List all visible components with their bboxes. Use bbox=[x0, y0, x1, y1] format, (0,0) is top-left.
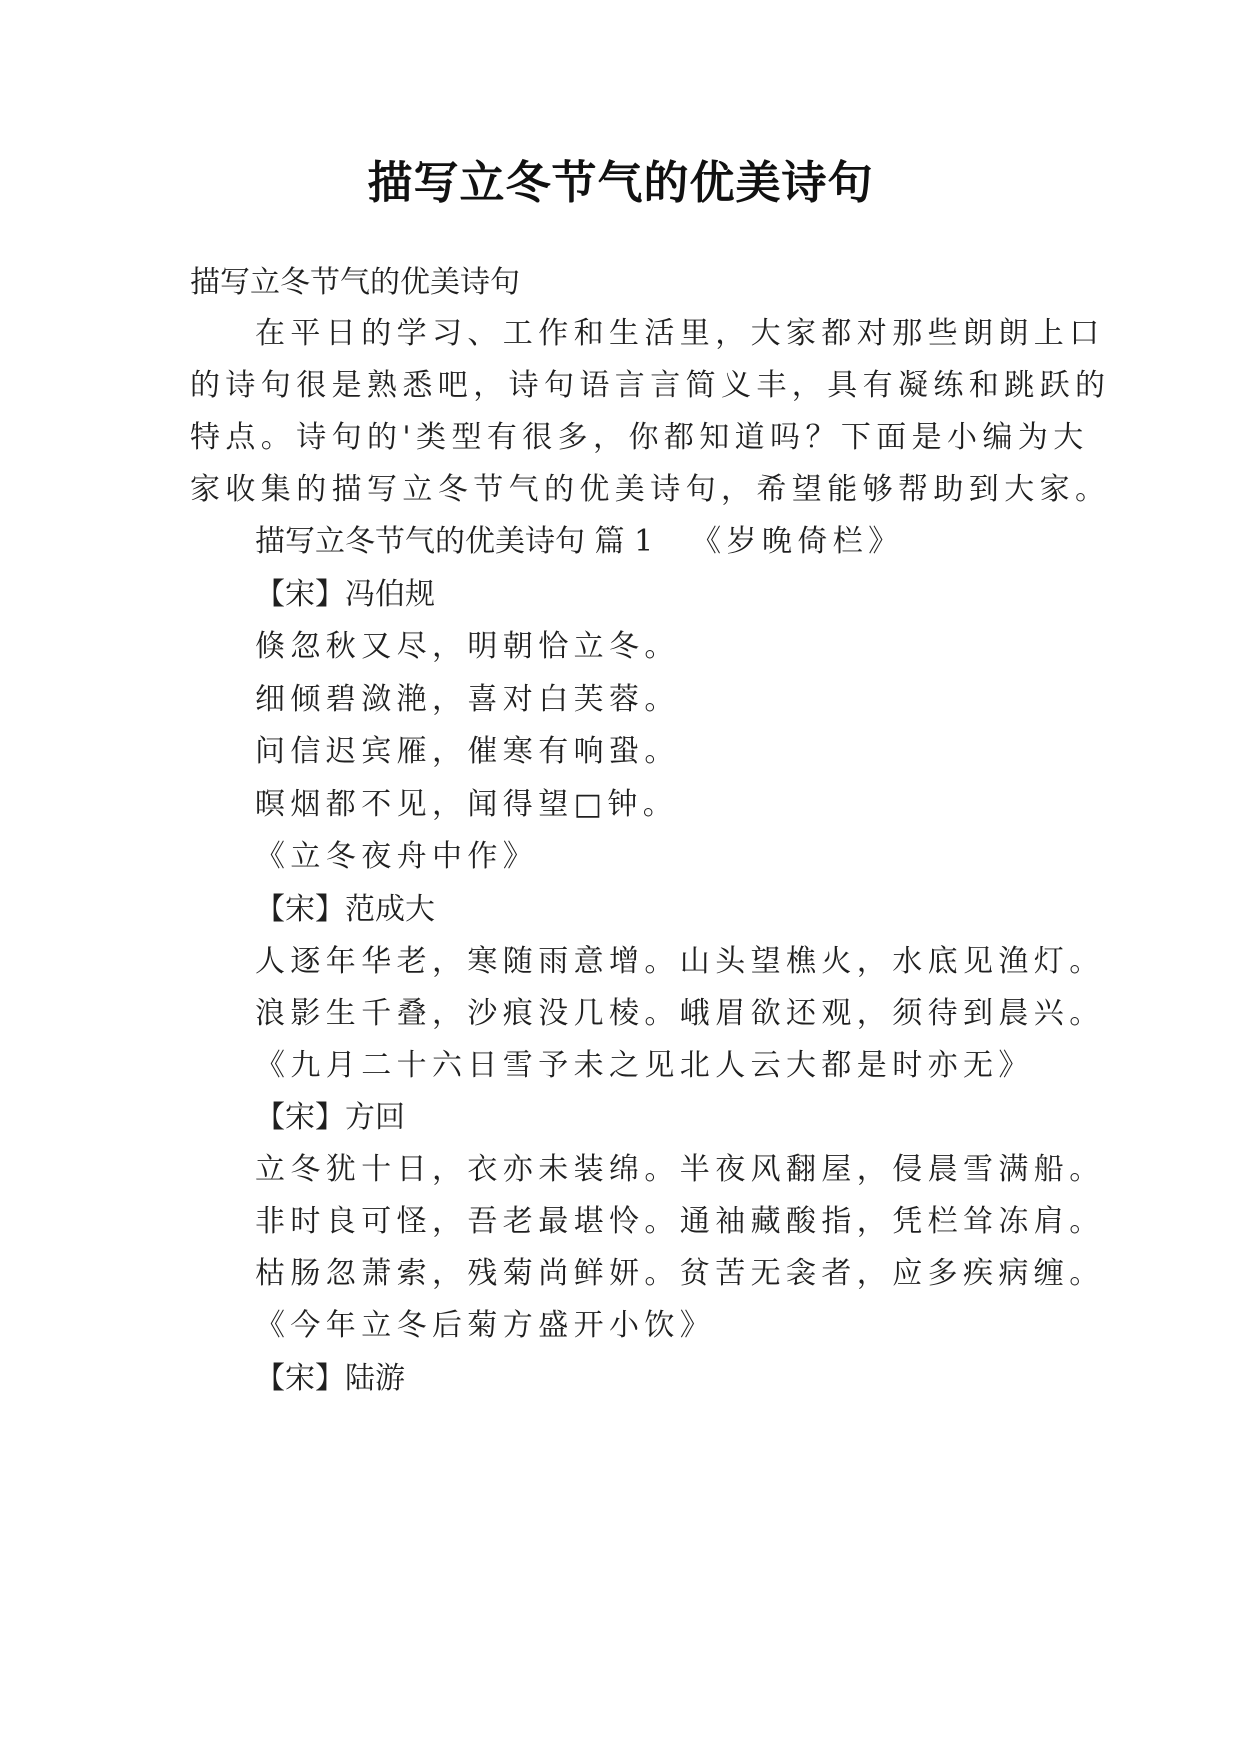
poem-line: 人逐年华老，寒随雨意增。山头望樵火，水底见渔灯。 bbox=[255, 944, 1105, 979]
poem-title: 《立冬夜舟中作》 bbox=[255, 839, 539, 874]
poem-line: 问信迟宾雁，催寒有响蛩。 bbox=[255, 734, 680, 769]
poem-title: 《今年立冬后菊方盛开小饮》 bbox=[255, 1308, 716, 1343]
poem-line: 细倾碧潋滟，喜对白芙蓉。 bbox=[255, 682, 680, 717]
poem-line: 暝烟都不见，闻得望□钟。 bbox=[255, 787, 679, 822]
poem-author: 【宋】范成大 bbox=[255, 892, 435, 927]
poem-line: 浪影生千叠，沙痕没几棱。峨眉欲还观，须待到晨兴。 bbox=[255, 996, 1105, 1031]
poem-author: 【宋】冯伯规 bbox=[255, 577, 435, 612]
poem-line: 枯肠忽萧索，残菊尚鲜妍。贫苦无衾者，应多疾病缠。 bbox=[255, 1256, 1105, 1291]
intro-line: 特点。诗句的'类型有很多，你都知道吗？下面是小编为大 bbox=[190, 420, 1089, 455]
intro-line: 家收集的描写立冬节气的优美诗句，希望能够帮助到大家。 bbox=[190, 472, 1111, 507]
poem-author: 【宋】陆游 bbox=[255, 1361, 405, 1396]
poem-title: 《岁晚倚栏》 bbox=[691, 524, 904, 559]
intro-line: 的诗句很是熟悉吧，诗句语言言简义丰，具有凝练和跳跃的 bbox=[190, 368, 1111, 403]
poem-author: 【宋】方回 bbox=[255, 1100, 405, 1135]
section-heading-row bbox=[255, 522, 904, 562]
document-title: 描写立冬节气的优美诗句 bbox=[367, 156, 874, 209]
poem-line: 立冬犹十日，衣亦未装绵。半夜风翻屋，侵晨雪满船。 bbox=[255, 1152, 1105, 1187]
poem-title: 《九月二十六日雪予未之见北人云大都是时亦无》 bbox=[255, 1048, 1034, 1083]
poem-line: 非时良可怪，吾老最堪怜。通袖藏酸指，凭栏耸冻肩。 bbox=[255, 1204, 1105, 1239]
subtitle: 描写立冬节气的优美诗句 bbox=[190, 265, 520, 300]
poem-line: 倏忽秋又尽，明朝恰立冬。 bbox=[255, 629, 680, 664]
section-heading: 描写立冬节气的优美诗句 篇 1 bbox=[255, 524, 654, 559]
intro-line: 在平日的学习、工作和生活里，大家都对那些朗朗上口 bbox=[255, 316, 1105, 351]
